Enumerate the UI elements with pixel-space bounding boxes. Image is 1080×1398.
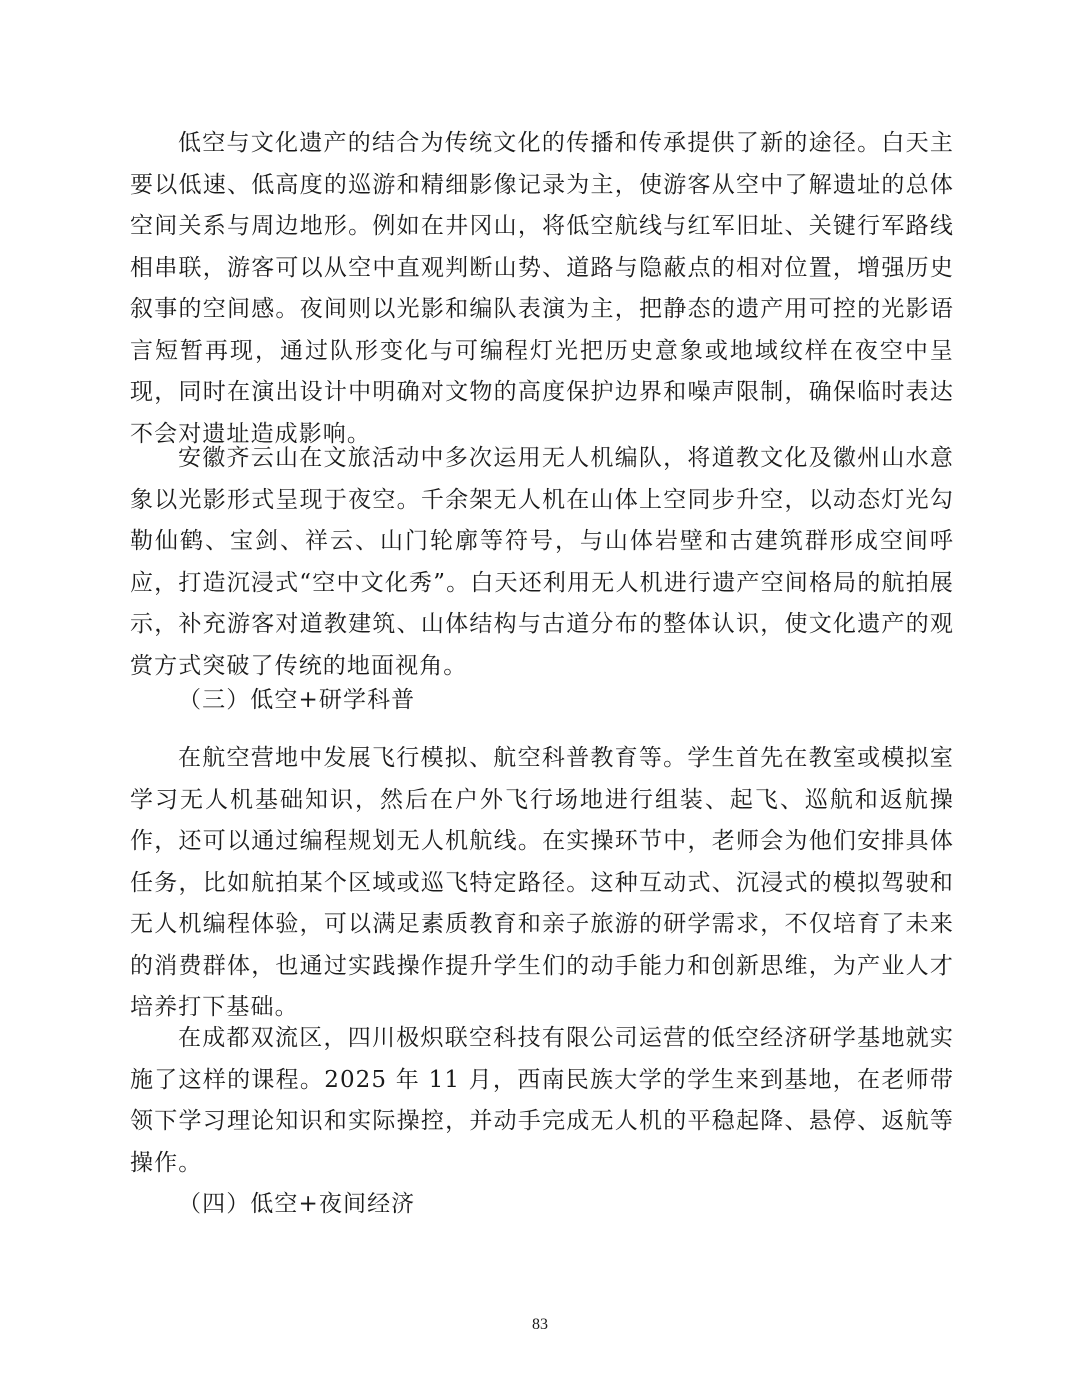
paragraph-chengdu-example: 在成都双流区，四川极炽联空科技有限公司运营的低空经济研学基地就实施了这样的课程。2025 年 11 月，西南民族大学的学生来到基地，在老师带领下学习理论知识和实际操控，并动手完成无人机的平稳起降、悬停、返航等操作。 (130, 1025, 954, 1176)
paragraph-qiyunshan-example: 安徽齐云山在文旅活动中多次运用无人机编队，将道教文化及徽州山水意象以光影形式呈现于夜空。千余架无人机在山体上空同步升空，以动态灯光勾勒仙鹤、宝剑、祥云、山门轮廓等符号，与山体岩壁和古建筑群形成空间呼应，打造沉浸式“空中文化秀”。白天还利用无人机进行遗产空间格局的航拍展示，补充游客对道教建筑、山体结构与古道分布的整体认识，使文化遗产的观赏方式突破了传统的地面视角。 (130, 445, 954, 679)
section-heading-research-education: （三）低空+研学科普 (178, 687, 416, 713)
section-heading-night-economy: （四）低空+夜间经济 (178, 1191, 416, 1217)
paragraph-aviation-camp: 在航空营地中发展飞行模拟、航空科普教育等。学生首先在教室或模拟室学习无人机基础知识，然后在户外飞行场地进行组装、起飞、巡航和返航操作，还可以通过编程规划无人机航线。在实操环节中，老师会为他们安排具体任务，比如航拍某个区域或巡飞特定路径。这种互动式、沉浸式的模拟驾驶和无人机编程体验，可以满足素质教育和亲子旅游的研学需求，不仅培育了未来的消费群体，也通过实践操作提升学生们的动手能力和创新思维，为产业人才培养打下基础。 (130, 745, 954, 1020)
page-number: 83 (532, 1316, 548, 1333)
paragraph-cultural-heritage: 低空与文化遗产的结合为传统文化的传播和传承提供了新的途径。白天主要以低速、低高度的巡游和精细影像记录为主，使游客从空中了解遗址的总体空间关系与周边地形。例如在井冈山，将低空航线与红军旧址、关键行军路线相串联，游客可以从空中直观判断山势、道路与隐蔽点的相对位置，增强历史叙事的空间感。夜间则以光影和编队表演为主，把静态的遗产用可控的光影语言短暂再现，通过队形变化与可编程灯光把历史意象或地域纹样在夜空中呈现，同时在演出设计中明确对文物的高度保护边界和噪声限制，确保临时表达不会对遗址造成影响。 (130, 130, 954, 447)
